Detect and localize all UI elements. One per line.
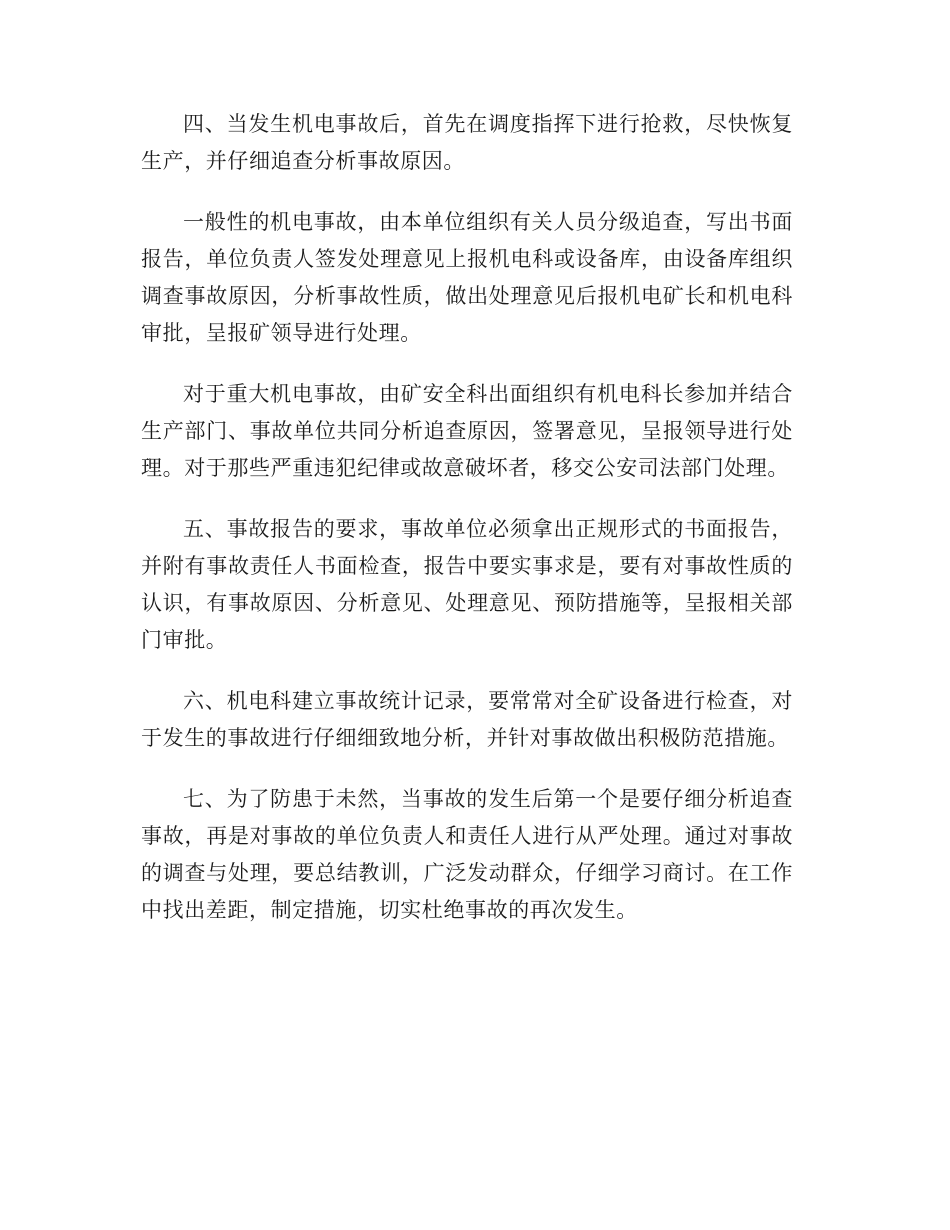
document-page: [141, 106, 793, 953]
paragraph-1: 四、当发生机电事故后，首先在调度指挥下进行抢救，尽快恢复生产，并仔细追查分析事故原因。: [141, 112, 793, 173]
paragraph-5: 六、机电科建立事故统计记录，要常常对全矿设备进行检查，对于发生的事故进行仔细细致地分析，并针对事故做出积极防范措施。: [141, 689, 793, 750]
paragraph-4: 五、事故报告的要求，事故单位必须拿出正规形式的书面报告，并附有事故责任人书面检查，报告中要实事求是，要有对事故性质的认识，有事故原因、分析意见、处理意见、预防措施等，呈报相关部门审批。: [141, 517, 793, 652]
paragraph-3: 对于重大机电事故，由矿安全科出面组织有机电科长参加并结合生产部门、事故单位共同分析追查原因，签署意见，呈报领导进行处理。对于那些严重违犯纪律或故意破坏者，移交公安司法部门处理。: [141, 382, 793, 480]
paragraph-2: 一般性的机电事故，由本单位组织有关人员分级追查，写出书面报告，单位负责人签发处理意见上报机电科或设备库，由设备库组织调查事故原因，分析事故性质，做出处理意见后报机电矿长和机电科审批，呈报矿领导进行处理。: [141, 210, 793, 345]
paragraph-6: 七、为了防患于未然，当事故的发生后第一个是要仔细分析追查事故，再是对事故的单位负责人和责任人进行从严处理。通过对事故的调查与处理，要总结教训，广泛发动群众，仔细学习商讨。在工作中找出差距，制定措施，切实杜绝事故的再次发生。: [141, 787, 793, 922]
